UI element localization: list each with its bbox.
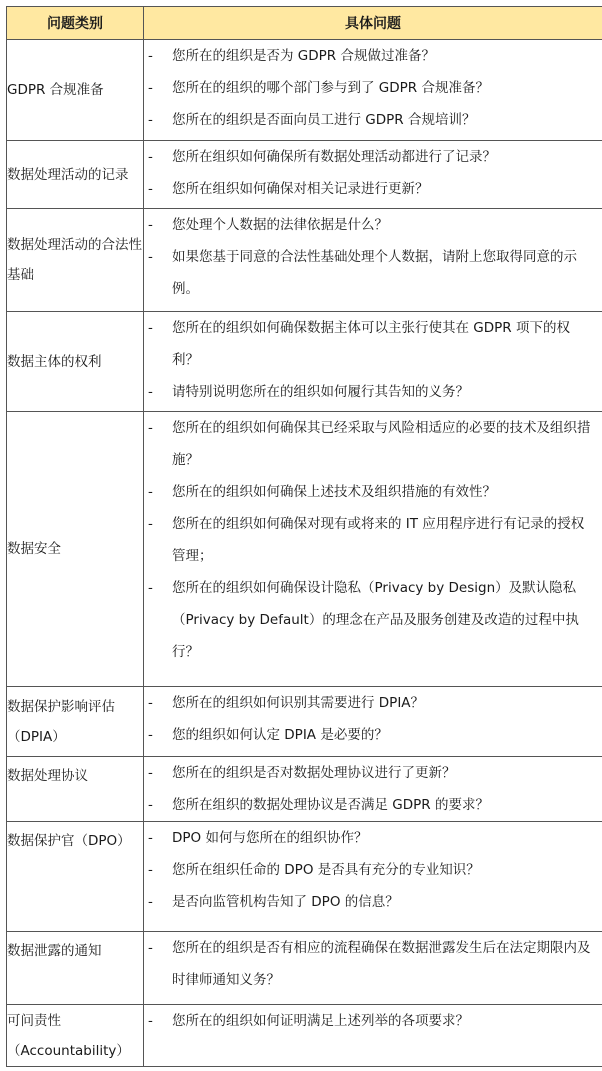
question-text: 您所在的组织如何确保其已经采取与风险相适应的必要的技术及组织措施？ <box>172 420 591 468</box>
questions-cell <box>144 209 602 312</box>
question-text: 您所在的组织如何确保设计隐私（Privacy by Design）及默认隐私（Privacy by Default）的理念在产品及服务创建及改造的过程中执行？ <box>172 580 579 660</box>
question-item <box>144 40 602 72</box>
question-text: 您所在组织的数据处理协议是否满足 GDPR 的要求？ <box>172 797 489 813</box>
bullet-dash: - <box>148 181 153 197</box>
table-row <box>7 1005 602 1067</box>
question-text: 您所在组织如何确保对相关记录进行更新？ <box>172 181 429 197</box>
question-text: 是否向监管机构告知了 DPO 的信息？ <box>172 894 399 910</box>
bullet-dash: - <box>148 940 153 956</box>
question-item <box>144 719 602 751</box>
bullet-dash: - <box>148 112 153 128</box>
category-cell: 数据处理协议 <box>7 757 144 822</box>
header-questions: 具体问题 <box>144 7 602 40</box>
category-cell: 数据处理活动的记录 <box>7 141 144 209</box>
questions-cell <box>144 687 602 757</box>
table-row <box>7 822 602 932</box>
header-category: 问题类别 <box>7 7 144 40</box>
table-row <box>7 412 602 687</box>
questions-cell <box>144 757 602 822</box>
bullet-dash: - <box>148 830 153 846</box>
bullet-dash: - <box>148 695 153 711</box>
category-cell: 数据主体的权利 <box>7 312 144 412</box>
question-item <box>144 312 602 376</box>
question-item <box>144 508 602 572</box>
questions-cell <box>144 932 602 1005</box>
bullet-dash: - <box>148 580 153 596</box>
questions-cell <box>144 412 602 687</box>
table-row <box>7 687 602 757</box>
bullet-dash: - <box>148 1013 153 1029</box>
category-cell: GDPR 合规准备 <box>7 40 144 141</box>
question-item <box>144 241 602 305</box>
question-item <box>144 376 602 408</box>
question-item <box>144 72 602 104</box>
question-text: 您所在的组织如何确保上述技术及组织措施的有效性？ <box>172 484 496 500</box>
table-row <box>7 40 602 141</box>
question-item <box>144 789 602 821</box>
question-item <box>144 173 602 205</box>
question-text: 您所在的组织是否面向员工进行 GDPR 合规培训？ <box>172 112 476 128</box>
question-text: 您所在的组织是否对数据处理协议进行了更新？ <box>172 765 456 781</box>
question-text: 您所在的组织如何证明满足上述列举的各项要求？ <box>172 1013 469 1029</box>
table-row <box>7 757 602 822</box>
question-text: 您所在的组织如何确保对现有或将来的 IT 应用程序进行有记录的授权管理； <box>172 516 585 564</box>
table-row <box>7 932 602 1005</box>
question-item <box>144 886 602 918</box>
category-cell: 数据处理活动的合法性基础 <box>7 209 144 312</box>
question-text: 您的组织如何认定 DPIA 是必要的？ <box>172 727 388 743</box>
bullet-dash: - <box>148 420 153 436</box>
question-text: 请特别说明您所在的组织如何履行其告知的义务？ <box>172 384 469 400</box>
bullet-dash: - <box>148 862 153 878</box>
question-item <box>144 104 602 136</box>
questions-cell <box>144 822 602 932</box>
bullet-dash: - <box>148 797 153 813</box>
bullet-dash: - <box>148 727 153 743</box>
question-text: 您处理个人数据的法律依据是什么？ <box>172 217 388 233</box>
table-body <box>7 40 602 1067</box>
table-row <box>7 209 602 312</box>
question-text: 您所在的组织如何识别其需要进行 DPIA？ <box>172 695 425 711</box>
bullet-dash: - <box>148 320 153 336</box>
bullet-dash: - <box>148 217 153 233</box>
bullet-dash: - <box>148 48 153 64</box>
question-text: 如果您基于同意的合法性基础处理个人数据，请附上您取得同意的示例。 <box>172 249 577 297</box>
category-cell: 数据保护官（DPO） <box>7 822 144 932</box>
bullet-dash: - <box>148 894 153 910</box>
question-item <box>144 822 602 854</box>
question-item <box>144 476 602 508</box>
table-row <box>7 312 602 412</box>
question-item <box>144 412 602 476</box>
question-item <box>144 572 602 668</box>
question-item <box>144 757 602 789</box>
question-text: 您所在的组织的哪个部门参与到了 GDPR 合规准备？ <box>172 80 489 96</box>
table-header-row <box>7 7 602 40</box>
gdpr-question-table <box>6 6 602 1067</box>
questions-cell <box>144 1005 602 1067</box>
question-text: 您所在的组织如何确保数据主体可以主张行使其在 GDPR 项下的权利？ <box>172 320 570 368</box>
category-cell: 数据保护影响评估（DPIA） <box>7 687 144 757</box>
bullet-dash: - <box>148 149 153 165</box>
question-text: 您所在组织如何确保所有数据处理活动都进行了记录？ <box>172 149 496 165</box>
question-text: DPO 如何与您所在的组织协作？ <box>172 830 368 846</box>
question-item <box>144 209 602 241</box>
bullet-dash: - <box>148 249 153 265</box>
bullet-dash: - <box>148 516 153 532</box>
table-row <box>7 141 602 209</box>
question-item <box>144 1005 602 1037</box>
bullet-dash: - <box>148 484 153 500</box>
question-item <box>144 687 602 719</box>
category-cell: 数据安全 <box>7 412 144 687</box>
bullet-dash: - <box>148 384 153 400</box>
question-text: 您所在的组织是否为 GDPR 合规做过准备？ <box>172 48 435 64</box>
question-item <box>144 854 602 886</box>
question-item <box>144 141 602 173</box>
bullet-dash: - <box>148 765 153 781</box>
question-item <box>144 932 602 996</box>
category-cell: 数据泄露的通知 <box>7 932 144 1005</box>
category-cell: 可问责性（Accountability） <box>7 1005 144 1067</box>
question-text: 您所在组织任命的 DPO 是否具有充分的专业知识？ <box>172 862 480 878</box>
questions-cell <box>144 141 602 209</box>
questions-cell <box>144 312 602 412</box>
bullet-dash: - <box>148 80 153 96</box>
questions-cell <box>144 40 602 141</box>
question-text: 您所在的组织是否有相应的流程确保在数据泄露发生后在法定期限内及时律师通知义务？ <box>172 940 591 988</box>
